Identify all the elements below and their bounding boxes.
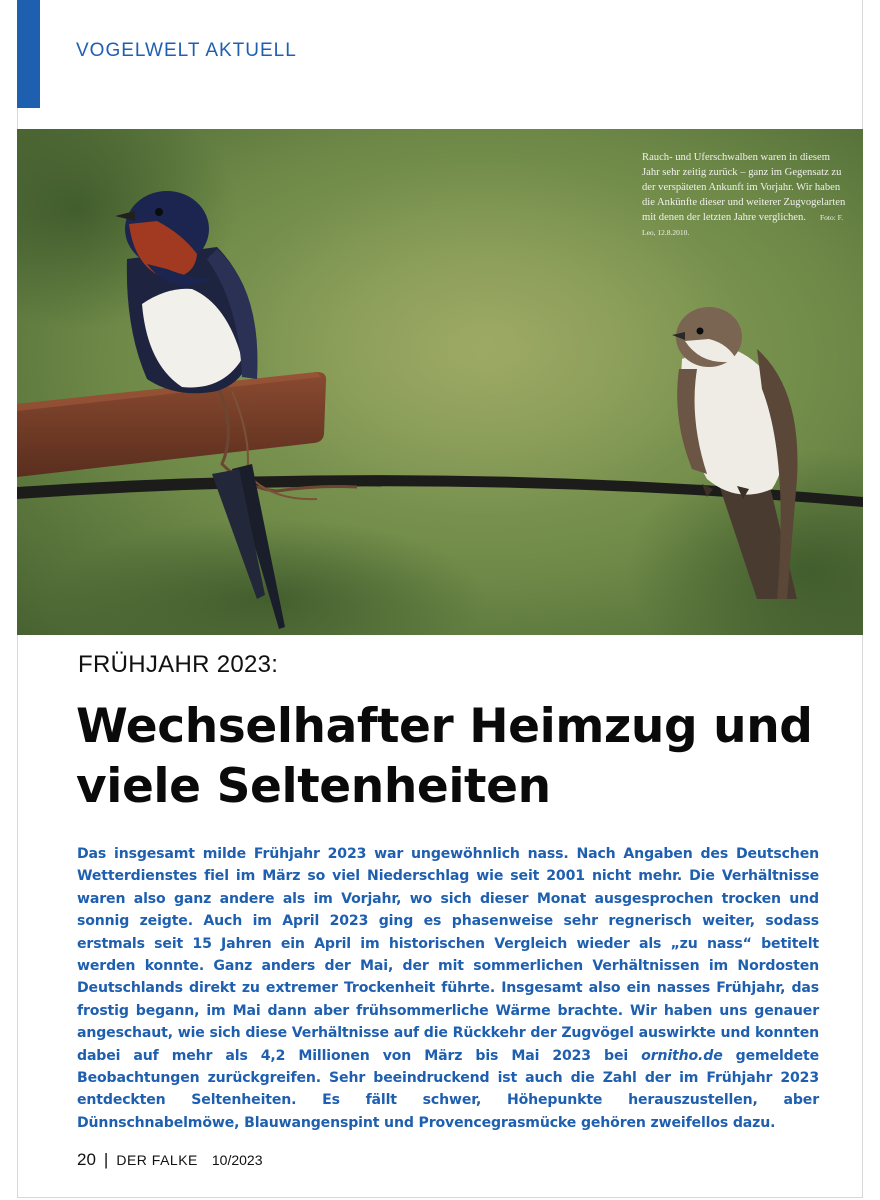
photo-credit: Foto: F. Leo, 12.8.2010.: [642, 213, 844, 237]
article-lead: [77, 843, 819, 1134]
headline-line-2: viele Seltenheiten: [76, 759, 551, 814]
page-number: 20: [77, 1150, 96, 1169]
ornitho-link[interactable]: ornitho.de: [641, 1047, 723, 1064]
issue-number: 10/2023: [211, 1152, 263, 1168]
caption-text: Rauch- und Uferschwalben waren in diesem Jahr sehr zeitig zurück – ganz im Gegensatz zu der verspäteten Ankunft im Vorjahr. Wir haben die Ankünfte dieser und weiterer Zugvogelarten mit denen der letzten Jahre verglichen.: [642, 152, 846, 223]
lead-text-part-2: gemeldete Beobachtungen zurückgreifen. Sehr beeindruckend ist auch die Zahl der im Frühjahr 2023 entdeckten Seltenheiten. Es fällt schwer, Höhepunkte herauszustellen, aber Dünnschnabelmöwe, Blauwangenspint und Provencegrasmücke gehören zweifellos dazu.: [77, 1047, 819, 1131]
photo-caption: [642, 150, 847, 240]
headline-line-1: Wechselhafter Heimzug und: [76, 699, 813, 754]
lead-text-part-1: Das insgesamt milde Frühjahr 2023 war ungewöhnlich nass. Nach Angaben des Deutschen Wetterdienstes fiel im März so viel Niederschlag wie seit 2001 nicht mehr. Die Verhältnisse waren also ganz andere als im Vorjahr, wo sich dieser Monat ausgesprochen trocken und sonnig zeigte. Auch im April 2023 ging es phasenweise sehr regnerisch weiter, sodass erstmals seit 15 Jahren ein April im historischen Vergleich wieder als „zu nass“ betitelt werden konnte. Ganz anders der Mai, der mit sommerlichen Verhältnissen im Nordosten Deutschlands direkt zu extremer Trockenheit führte. Insgesamt also ein nasses Frühjahr, das frostig begann, im Mai dann aber frühsommerliche Wärme brachte. Wir haben uns genauer angeschaut, wie sich diese Verhältnisse auf die Rückkehr der Zugvögel auswirkte und konnten dabei auf mehr als 4,2 Millionen von März bis Mai 2023 bei: [77, 846, 819, 1064]
article-kicker: FRÜHJAHR 2023:: [78, 651, 279, 678]
page-footer: [77, 1150, 262, 1170]
magazine-name: DER FALKE: [116, 1152, 198, 1168]
article-headline: [76, 697, 856, 817]
section-color-bar: [17, 0, 40, 108]
section-label: VOGELWELT AKTUELL: [76, 40, 297, 61]
footer-separator: |: [103, 1150, 109, 1169]
